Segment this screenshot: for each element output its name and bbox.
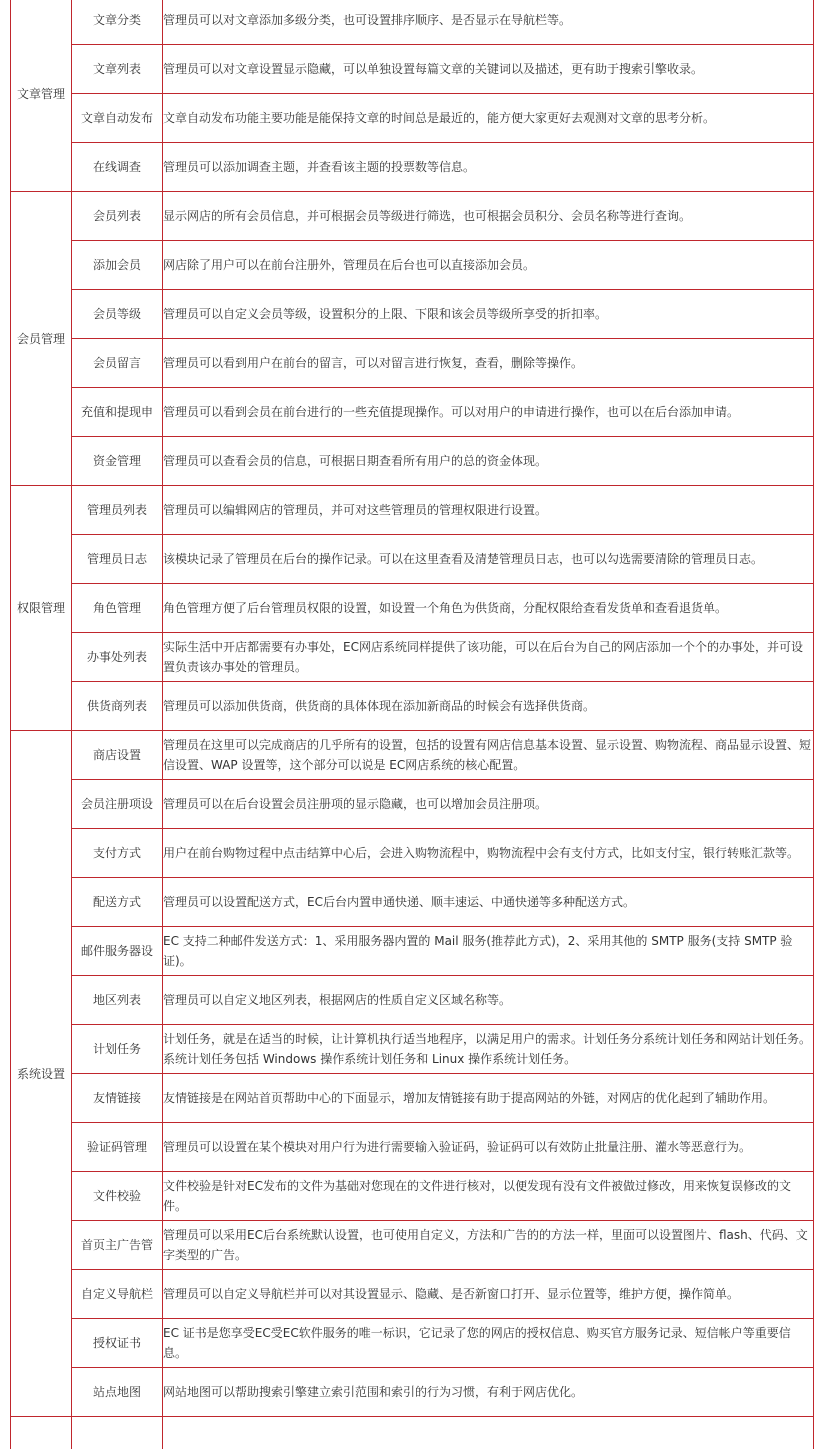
feature-name-cell: 在线调查	[72, 143, 163, 192]
table-row	[11, 143, 814, 192]
feature-description-cell: 实际生活中开店都需要有办事处，EC网店系统同样提供了该功能，可以在后台为自己的网店添加一个个的办事处，并可设置负责该办事处的管理员。	[163, 633, 814, 682]
feature-description-cell: 管理员可以看到用户在前台的留言，可以对留言进行恢复，查看，删除等操作。	[163, 339, 814, 388]
table-row	[11, 339, 814, 388]
feature-description-cell: 管理员可以设置配送方式，EC后台内置申通快递、顺丰速运、中通快递等多种配送方式。	[163, 878, 814, 927]
feature-name-cell: 配送方式	[72, 878, 163, 927]
feature-name-cell: 友情链接	[72, 1074, 163, 1123]
feature-description-cell: 管理员可以采用EC后台系统默认设置，也可使用自定义，方法和广告的的方法一样，里面可以设置图片、flash、代码、文字类型的广告。	[163, 1221, 814, 1270]
feature-description-cell: 计划任务，就是在适当的时候，让计算机执行适当地程序，以满足用户的需求。计划任务分系统计划任务和网站计划任务。系统计划任务包括 Windows 操作系统计划任务和 Linux 操作系统计划任务。	[163, 1025, 814, 1074]
table-row	[11, 1074, 814, 1123]
table-row	[11, 1221, 814, 1270]
feature-name-cell: 添加会员	[72, 241, 163, 290]
table-row	[11, 241, 814, 290]
table-row	[11, 1172, 814, 1221]
feature-description-cell: 管理员可以设置在某个模块对用户行为进行需要输入验证码，验证码可以有效防止批量注册、灌水等恶意行为。	[163, 1123, 814, 1172]
category-cell: 文章管理	[11, 0, 72, 192]
feature-name-cell: 商店设置	[72, 731, 163, 780]
table-row	[11, 1270, 814, 1319]
feature-name-cell: 会员列表	[72, 192, 163, 241]
table-row	[11, 878, 814, 927]
feature-description-cell: 管理员可以编辑网店的管理员，并可对这些管理员的管理权限进行设置。	[163, 486, 814, 535]
feature-description-cell: EC 证书是您享受EC受EC软件服务的唯一标识，它记录了您的网店的授权信息、购买官方服务记录、短信帐户等重要信息。	[163, 1319, 814, 1368]
table-row	[11, 437, 814, 486]
feature-table	[10, 0, 814, 1449]
feature-name-cell: 办事处列表	[72, 633, 163, 682]
feature-name-cell: 文件校验	[72, 1172, 163, 1221]
table-row	[11, 388, 814, 437]
feature-description-cell: 管理员可以看到会员在前台进行的一些充值提现操作。可以对用户的申请进行操作，也可以在后台添加申请。	[163, 388, 814, 437]
table-row-partial	[11, 1417, 814, 1449]
category-cell: 系统设置	[11, 731, 72, 1417]
empty-cell	[163, 1417, 814, 1449]
table-row	[11, 829, 814, 878]
table-row	[11, 731, 814, 780]
feature-description-cell: EC 支持二种邮件发送方式：1、采用服务器内置的 Mail 服务(推荐此方式)，2、采用其他的 SMTP 服务(支持 SMTP 验证)。	[163, 927, 814, 976]
feature-name-cell: 管理员日志	[72, 535, 163, 584]
feature-name-cell: 文章自动发布	[72, 94, 163, 143]
feature-description-cell: 管理员可以添加调查主题，并查看该主题的投票数等信息。	[163, 143, 814, 192]
feature-name-cell: 地区列表	[72, 976, 163, 1025]
table-row	[11, 1025, 814, 1074]
feature-name-cell: 管理员列表	[72, 486, 163, 535]
feature-description-cell: 网站地图可以帮助搜索引擎建立索引范围和索引的行为习惯，有利于网店优化。	[163, 1368, 814, 1417]
feature-name-cell: 供货商列表	[72, 682, 163, 731]
table-row	[11, 486, 814, 535]
category-cell: 会员管理	[11, 192, 72, 486]
feature-name-cell: 邮件服务器设	[72, 927, 163, 976]
table-row	[11, 1123, 814, 1172]
feature-table-body	[11, 0, 814, 1449]
feature-name-cell: 文章列表	[72, 45, 163, 94]
feature-name-cell: 验证码管理	[72, 1123, 163, 1172]
feature-description-cell: 管理员可以对文章设置显示隐藏，可以单独设置每篇文章的关键词以及描述，更有助于搜索引擎收录。	[163, 45, 814, 94]
feature-name-cell: 自定义导航栏	[72, 1270, 163, 1319]
feature-description-cell: 管理员在这里可以完成商店的几乎所有的设置，包括的设置有网店信息基本设置、显示设置、购物流程、商品显示设置、短信设置、WAP 设置等，这个部分可以说是 EC网店系统的核心配置。	[163, 731, 814, 780]
feature-description-cell: 管理员可以在后台设置会员注册项的显示隐藏，也可以增加会员注册项。	[163, 780, 814, 829]
feature-name-cell: 首页主广告管	[72, 1221, 163, 1270]
table-row	[11, 633, 814, 682]
feature-name-cell: 会员注册项设	[72, 780, 163, 829]
feature-name-cell: 站点地图	[72, 1368, 163, 1417]
empty-cell	[11, 1417, 72, 1449]
table-row	[11, 290, 814, 339]
feature-description-cell: 该模块记录了管理员在后台的操作记录。可以在这里查看及清楚管理员日志，也可以勾选需要清除的管理员日志。	[163, 535, 814, 584]
table-row	[11, 0, 814, 45]
empty-cell	[72, 1417, 163, 1449]
feature-name-cell: 角色管理	[72, 584, 163, 633]
table-row	[11, 1319, 814, 1368]
category-cell: 权限管理	[11, 486, 72, 731]
table-row	[11, 535, 814, 584]
feature-name-cell: 计划任务	[72, 1025, 163, 1074]
table-row	[11, 927, 814, 976]
feature-description-cell: 管理员可以自定义地区列表，根据网店的性质自定义区域名称等。	[163, 976, 814, 1025]
table-row	[11, 682, 814, 731]
feature-description-cell: 管理员可以自定义导航栏并可以对其设置显示、隐藏、是否新窗口打开、显示位置等，维护方便，操作简单。	[163, 1270, 814, 1319]
feature-name-cell: 充值和提现申	[72, 388, 163, 437]
table-row	[11, 780, 814, 829]
feature-description-cell: 显示网店的所有会员信息，并可根据会员等级进行筛选，也可根据会员积分、会员名称等进行查询。	[163, 192, 814, 241]
feature-name-cell: 会员等级	[72, 290, 163, 339]
feature-description-cell: 网店除了用户可以在前台注册外，管理员在后台也可以直接添加会员。	[163, 241, 814, 290]
feature-name-cell: 会员留言	[72, 339, 163, 388]
feature-description-cell: 管理员可以查看会员的信息，可根据日期查看所有用户的总的资金体现。	[163, 437, 814, 486]
feature-description-cell: 文章自动发布功能主要功能是能保持文章的时间总是最近的，能方便大家更好去观测对文章的思考分析。	[163, 94, 814, 143]
feature-name-cell: 资金管理	[72, 437, 163, 486]
feature-description-cell: 用户在前台购物过程中点击结算中心后，会进入购物流程中，购物流程中会有支付方式，比如支付宝，银行转账汇款等。	[163, 829, 814, 878]
feature-description-cell: 角色管理方便了后台管理员权限的设置，如设置一个角色为供货商，分配权限给查看发货单和查看退货单。	[163, 584, 814, 633]
feature-name-cell: 文章分类	[72, 0, 163, 45]
table-row	[11, 584, 814, 633]
feature-description-cell: 友情链接是在网站首页帮助中心的下面显示，增加友情链接有助于提高网站的外链，对网店的优化起到了辅助作用。	[163, 1074, 814, 1123]
table-row	[11, 1368, 814, 1417]
feature-description-cell: 管理员可以自定义会员等级，设置积分的上限、下限和该会员等级所享受的折扣率。	[163, 290, 814, 339]
table-row	[11, 976, 814, 1025]
feature-description-cell: 管理员可以对文章添加多级分类，也可设置排序顺序、是否显示在导航栏等。	[163, 0, 814, 45]
table-row	[11, 45, 814, 94]
feature-description-cell: 管理员可以添加供货商，供货商的具体体现在添加新商品的时候会有选择供货商。	[163, 682, 814, 731]
feature-description-cell: 文件校验是针对EC发布的文件为基础对您现在的文件进行核对，以便发现有没有文件被做过修改，用来恢复误修改的文件。	[163, 1172, 814, 1221]
table-row	[11, 94, 814, 143]
feature-name-cell: 支付方式	[72, 829, 163, 878]
feature-name-cell: 授权证书	[72, 1319, 163, 1368]
table-row	[11, 192, 814, 241]
